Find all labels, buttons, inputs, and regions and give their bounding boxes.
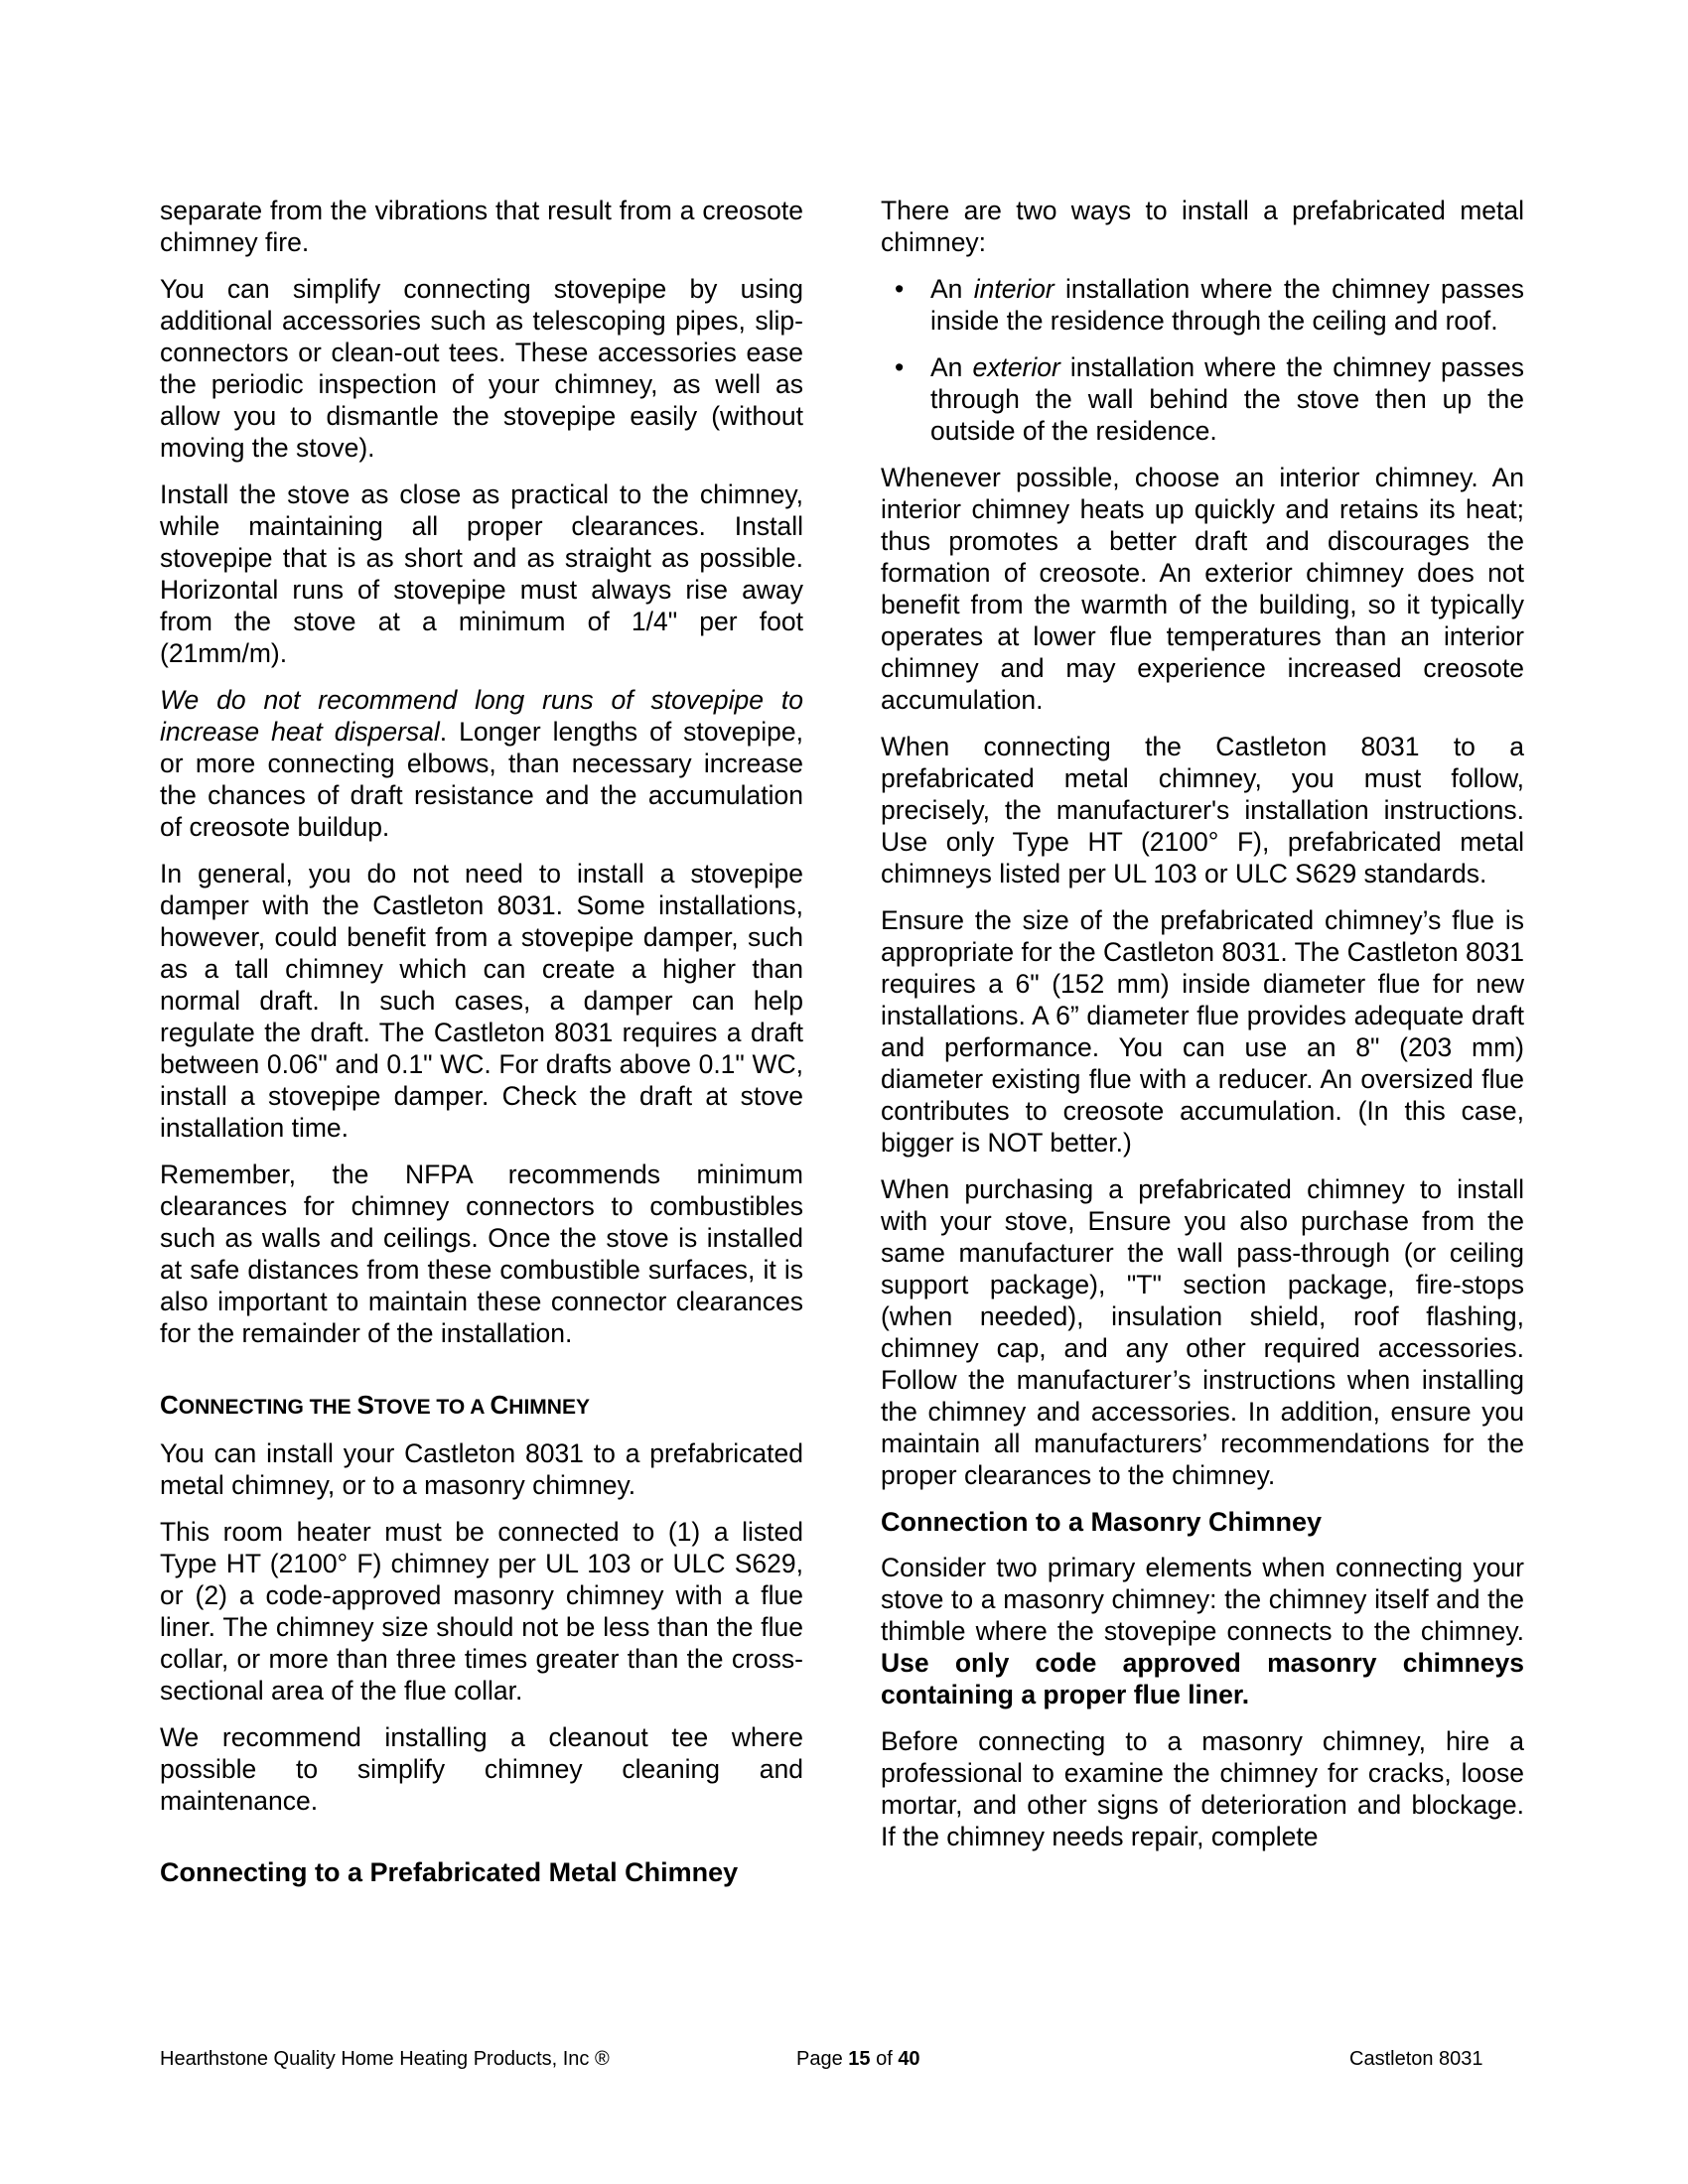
paragraph: This room heater must be connected to (1) a listed Type HT (2100° F) chimney per UL 103 or ULC S629, or (2) a code-approved masonry chimney with a flue liner. The chimney size should not be less than the flue collar, or more than three times greater than the cross-sectional area of the flue collar. [160, 1517, 803, 1706]
subheading-prefabricated-metal-chimney: Connecting to a Prefabricated Metal Chimney [160, 1857, 739, 1887]
paragraph: Consider two primary elements when connecting your stove to a masonry chimney: the chimney itself and the thimble where the stovepipe connects to the chimney. Use only code approved masonry chimneys containing a proper flue liner. [881, 1553, 1524, 1709]
right-column [881, 195, 1524, 1852]
paragraph: Before connecting to a masonry chimney, hire a professional to examine the chimney for cracks, loose mortar, and other signs of deterioration and blockage. If the chimney needs repair, complete [881, 1726, 1524, 1851]
bullet-icon: • [895, 352, 905, 382]
italic-text: exterior [972, 352, 1060, 382]
list-item: • An interior installation where the chimney passes inside the residence through the ceiling and roof. [895, 274, 1524, 336]
paragraph [160, 684, 803, 843]
paragraph: Install the stove as close as practical to the chimney, while maintaining all proper clearances. Install stovepipe that is as short and as straight as possible. Horizontal runs of stovepipe must always rise away from the stove at a minimum of 1/4" per foot (21mm/m). [160, 479, 803, 668]
paragraph: Remember, the NFPA recommends minimum clearances for chimney connectors to combustibles such as walls and ceilings. Once the stove is installed at safe distances from these combustible surfaces, it is also important to maintain these connector clearances for the remainder of the installation. [160, 1160, 803, 1348]
paragraph: In general, you do not need to install a stovepipe damper with the Castleton 8031. Some installations, however, could benefit from a stovepipe damper, such as a tall chimney which can create a higher than normal draft. In such cases, a damper can help regulate the draft. The Castleton 8031 requires a draft between 0.06" and 0.1" WC. For drafts above 0.1" WC, install a stovepipe damper. Check the draft at stove installation time. [160, 859, 803, 1143]
paragraph-text: . Longer lengths of stovepipe, or more connecting elbows, than necessary increase the chances of draft resistance and the accumulation of creosote buildup. [160, 717, 803, 842]
footer-model: Castleton 8031 [1349, 2048, 1483, 2070]
section-heading-connecting-stove-to-chimney: CONNECTING THE STOVE TO A CHIMNEY [160, 1390, 590, 1420]
italic-text: interior [973, 274, 1055, 304]
bold-text: Use only code approved masonry chimneys containing a proper flue liner. [881, 1648, 1524, 1709]
italic-text: We do not recommend long runs of stovepipe to increase heat dispersal [160, 685, 803, 747]
paragraph: When purchasing a prefabricated chimney to install with your stove, Ensure you also purchase from the same manufacturer the wall pass-through (or ceiling support package), "T" section package, fire-stops (when needed), insulation shield, roof flashing, chimney cap, and any other required accessories. Follow the manufacturer’s instructions when installing the chimney and accessories. In addition, ensure you maintain all manufacturers’ recommendations for the proper clearances to the chimney. [881, 1174, 1524, 1490]
bullet-icon: • [895, 274, 905, 304]
paragraph: We recommend installing a cleanout tee where possible to simplify chimney cleaning and maintenance. [160, 1722, 803, 1816]
paragraph: separate from the vibrations that result from a creosote chimney fire. [160, 196, 803, 257]
bullet-list [881, 273, 1524, 447]
list-item: • An exterior installation where the chimney passes through the wall behind the stove then up the outside of the residence. [895, 352, 1524, 446]
left-column [160, 195, 803, 1902]
paragraph: You can simplify connecting stovepipe by using additional accessories such as telescoping pipes, slip-connectors or clean-out tees. These accessories ease the periodic inspection of your chimney, as well as allow you to dismantle the stovepipe easily (without moving the stove). [160, 274, 803, 463]
footer-company: Hearthstone Quality Home Heating Products, Inc ® [160, 2048, 610, 2070]
paragraph: There are two ways to install a prefabricated metal chimney: [881, 196, 1524, 257]
paragraph: When connecting the Castleton 8031 to a prefabricated metal chimney, you must follow, precisely, the manufacturer's installation instructions. Use only Type HT (2100° F), prefabricated metal chimneys listed per UL 103 or ULC S629 standards. [881, 732, 1524, 888]
paragraph: Whenever possible, choose an interior chimney. An interior chimney heats up quickly and retains its heat; thus promotes a better draft and discourages the formation of creosote. An exterior chimney does not benefit from the warmth of the building, so it typically operates at lower flue temperatures than an interior chimney and may experience increased creosote accumulation. [881, 463, 1524, 715]
subheading-masonry-chimney: Connection to a Masonry Chimney [881, 1507, 1323, 1537]
footer-page-number: Page 15 of 40 [796, 2048, 920, 2070]
paragraph: You can install your Castleton 8031 to a prefabricated metal chimney, or to a masonry chimney. [160, 1438, 803, 1500]
paragraph: Ensure the size of the prefabricated chimney’s flue is appropriate for the Castleton 8031. The Castleton 8031 requires a 6" (152 mm) inside diameter flue for new installations. A 6” diameter flue provides adequate draft and performance. You can use an 8" (203 mm) diameter existing flue with a reducer. An oversized flue contributes to creosote accumulation. (In this case, bigger is NOT better.) [881, 905, 1524, 1158]
